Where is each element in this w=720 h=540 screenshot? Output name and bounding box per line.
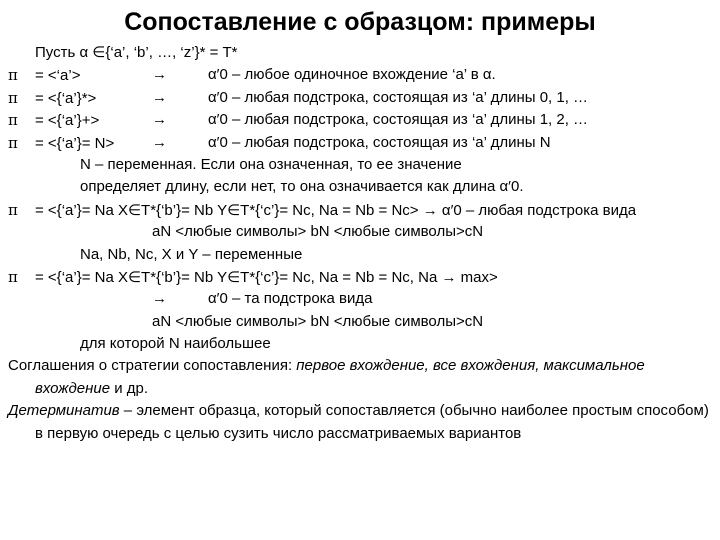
example-line [8, 199, 713, 221]
paragraph-strategies [8, 355, 713, 400]
note-line: aN <любые символы> bN <любые символы>cN [152, 223, 484, 241]
example-result: α′0 – любая подстрока, состоящая из ‘a’ длины N [208, 133, 551, 151]
example-pattern: = <{‘a’}= N> [35, 134, 115, 152]
example-line [8, 87, 713, 109]
example-pattern: = <‘a’> [35, 67, 81, 85]
bullet-icon: π [8, 200, 18, 219]
paragraph-italic: Детерминатив [8, 402, 120, 420]
example-pattern: = <{‘a’}+> [35, 112, 100, 130]
example-line [8, 64, 713, 86]
arrow-icon: → [152, 88, 167, 106]
bullet-icon: π [8, 133, 18, 152]
paragraph-italic: первое вхождение, все вхождения, максимальное вхождение [35, 357, 645, 397]
example-result: α′0 – та подстрока вида [208, 290, 373, 308]
example-result: α′0 – любая подстрока, состоящая из ‘a’ длины 0, 1, … [208, 88, 589, 106]
note-line: N – переменная. Если она означенная, то ее значение [80, 155, 462, 173]
note-line: определяет длину, если нет, то она означивается как длина α′0. [80, 178, 524, 196]
example-line [8, 288, 713, 310]
paragraph-text: Соглашения о стратегии сопоставления: [8, 357, 297, 375]
definition-line: Пусть α ∈{‘a’, ‘b’, …, ‘z’}* = T* [35, 44, 238, 61]
arrow-icon: → [152, 111, 167, 129]
bullet-icon: π [8, 66, 18, 85]
bullet-icon: π [8, 267, 18, 286]
arrow-icon: → [152, 66, 167, 84]
example-pattern: = <{‘a’}= Na X∈T*{‘b’}= Nb Y∈T*{‘c’}= Nc, Na = Nb = Nc, Na → max> [35, 268, 498, 286]
note-line: aN <любые символы> bN <любые символы>cN [152, 312, 484, 330]
example-result: α′0 – любая подстрока, состоящая из ‘a’ длины 1, 2, … [208, 111, 589, 129]
example-line [8, 266, 713, 288]
paragraph-text: и др. [110, 379, 149, 397]
note-line: Na, Nb, Nc, X и Y – переменные [80, 245, 303, 263]
bullet-icon: π [8, 88, 18, 107]
example-line [8, 109, 713, 131]
paragraph-determinative [8, 400, 713, 445]
example-pattern: = <{‘a’}= Na X∈T*{‘b’}= Nb Y∈T*{‘c’}= Nc, Na = Nb = Nc> → α′0 – любая подстрока вида [35, 201, 637, 219]
example-line [8, 132, 713, 154]
bullet-icon: π [8, 111, 18, 130]
slide-content [8, 42, 713, 445]
example-result: α′0 – любое одиночное вхождение ‘a’ в α. [208, 66, 496, 84]
paragraph-text: – элемент образца, который сопоставляется (обычно наиболее простым способом) в первую очередь с целью сузить число рассматриваемых вариантов [35, 402, 709, 442]
arrow-icon: → [152, 290, 167, 308]
note-line: для которой N наибольшее [80, 335, 271, 353]
example-pattern: = <{‘a’}*> [35, 89, 97, 107]
slide-title: Сопоставление с образцом: примеры [124, 8, 596, 36]
arrow-icon: → [152, 133, 167, 151]
